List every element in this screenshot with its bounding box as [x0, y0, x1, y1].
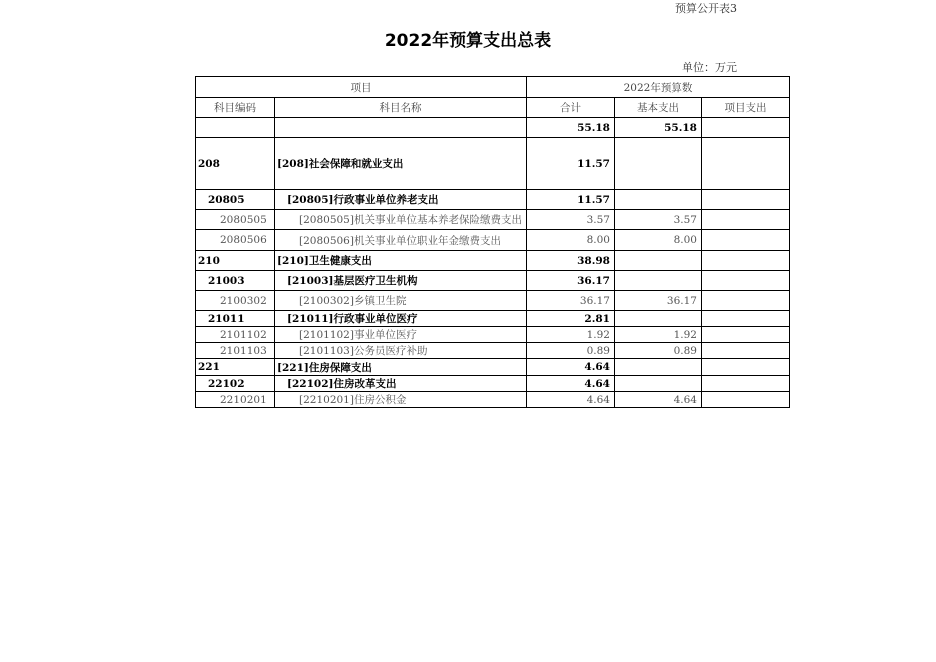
row-code: 2100302	[196, 291, 275, 311]
row-total: 36.17	[526, 291, 614, 311]
table-row	[196, 392, 790, 408]
table-row	[196, 311, 790, 327]
row-name: [2210201]住房公积金	[275, 392, 527, 408]
row-total: 4.64	[526, 359, 614, 376]
row-basic	[614, 271, 701, 291]
total-code	[196, 118, 275, 138]
row-code: 2210201	[196, 392, 275, 408]
budget-expenditure-table	[195, 76, 790, 408]
row-project	[701, 251, 789, 271]
group-header-row	[196, 77, 790, 98]
row-project	[701, 359, 789, 376]
row-total: 8.00	[526, 230, 614, 251]
row-name: [2101102]事业单位医疗	[275, 327, 527, 343]
group-header-budget: 2022年预算数	[526, 77, 789, 98]
row-name: [2101103]公务员医疗补助	[275, 343, 527, 359]
form-number: 预算公开表3	[675, 2, 737, 15]
row-basic: 36.17	[614, 291, 701, 311]
total-sum: 55.18	[526, 118, 614, 138]
row-basic	[614, 359, 701, 376]
table-row	[196, 230, 790, 251]
column-header-basic: 基本支出	[614, 98, 701, 118]
row-code: 22102	[196, 376, 275, 392]
total-row	[196, 118, 790, 138]
row-total: 1.92	[526, 327, 614, 343]
row-project	[701, 327, 789, 343]
row-name: [221]住房保障支出	[275, 359, 527, 376]
row-code: 2101102	[196, 327, 275, 343]
row-code: 21003	[196, 271, 275, 291]
row-code: 210	[196, 251, 275, 271]
table-row	[196, 376, 790, 392]
row-basic	[614, 138, 701, 190]
row-code: 2080505	[196, 210, 275, 230]
row-total: 3.57	[526, 210, 614, 230]
row-total: 2.81	[526, 311, 614, 327]
row-basic: 4.64	[614, 392, 701, 408]
row-total: 11.57	[526, 138, 614, 190]
row-basic: 1.92	[614, 327, 701, 343]
total-basic: 55.18	[614, 118, 701, 138]
row-project	[701, 230, 789, 251]
row-code: 221	[196, 359, 275, 376]
row-project	[701, 376, 789, 392]
table-row	[196, 190, 790, 210]
row-code: 2080506	[196, 230, 275, 251]
row-name: [21011]行政事业单位医疗	[275, 311, 527, 327]
row-basic: 0.89	[614, 343, 701, 359]
row-total: 4.64	[526, 392, 614, 408]
row-basic	[614, 376, 701, 392]
row-name: [21003]基层医疗卫生机构	[275, 271, 527, 291]
row-name: [208]社会保障和就业支出	[275, 138, 527, 190]
row-code: 21011	[196, 311, 275, 327]
row-code: 208	[196, 138, 275, 190]
column-header-project: 项目支出	[701, 98, 789, 118]
unit-label: 单位：万元	[682, 61, 737, 74]
row-basic: 3.57	[614, 210, 701, 230]
row-name: [20805]行政事业单位养老支出	[275, 190, 527, 210]
table-row	[196, 251, 790, 271]
row-code: 20805	[196, 190, 275, 210]
row-project	[701, 392, 789, 408]
row-name: [22102]住房改革支出	[275, 376, 527, 392]
row-project	[701, 138, 789, 190]
table-row	[196, 291, 790, 311]
row-total: 4.64	[526, 376, 614, 392]
row-project	[701, 291, 789, 311]
table-row	[196, 327, 790, 343]
row-total: 38.98	[526, 251, 614, 271]
row-total: 36.17	[526, 271, 614, 291]
row-basic: 8.00	[614, 230, 701, 251]
row-project	[701, 311, 789, 327]
row-project	[701, 210, 789, 230]
column-header-code: 科目编码	[196, 98, 275, 118]
table-row	[196, 210, 790, 230]
column-header-name: 科目名称	[275, 98, 527, 118]
row-name: [210]卫生健康支出	[275, 251, 527, 271]
row-name: [2080505]机关事业单位基本养老保险缴费支出	[275, 210, 527, 230]
column-header-row	[196, 98, 790, 118]
row-basic	[614, 190, 701, 210]
row-total: 11.57	[526, 190, 614, 210]
table-row	[196, 359, 790, 376]
column-header-total: 合计	[526, 98, 614, 118]
row-project	[701, 343, 789, 359]
row-basic	[614, 251, 701, 271]
table-row	[196, 271, 790, 291]
group-header-item: 项目	[196, 77, 527, 98]
row-basic	[614, 311, 701, 327]
row-project	[701, 190, 789, 210]
table-row	[196, 138, 790, 190]
page-title: 2022年预算支出总表	[384, 31, 552, 51]
row-name: [2080506]机关事业单位职业年金缴费支出	[275, 230, 527, 251]
row-total: 0.89	[526, 343, 614, 359]
table-row	[196, 343, 790, 359]
row-name: [2100302]乡镇卫生院	[275, 291, 527, 311]
row-project	[701, 271, 789, 291]
total-name	[275, 118, 527, 138]
row-code: 2101103	[196, 343, 275, 359]
total-project	[701, 118, 789, 138]
